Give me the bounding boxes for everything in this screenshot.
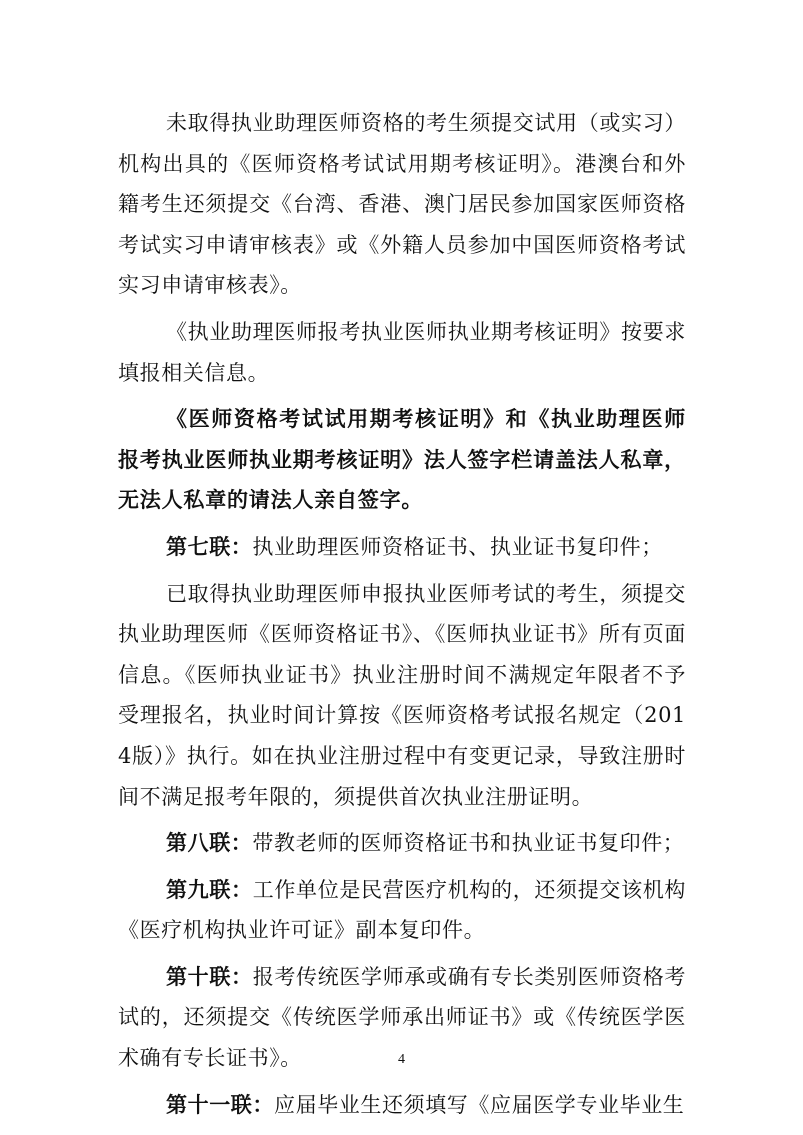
paragraph-text: 已取得执业助理医师申报执业医师考试的考生，须提交执业助理医师《医师资格证书》、《医师执业证书》所有页面信息。《医师执业证书》执业注册时间不满规定年限者不予受理报名，执业时间计算按《医师资格考试报名规定（2014版）》执行。如在执业注册过程中有变更记录，导致注册时间不满足报考年限的，须提供首次执业注册证明。 xyxy=(118,581,686,809)
copy-label-9: 第九联： xyxy=(166,876,253,902)
paragraph-text: 工作单位是民营医疗机构的，还须提交该机构《医疗机构执业许可证》副本复印件。 xyxy=(118,877,687,943)
copy-label-8: 第八联： xyxy=(166,830,253,856)
paragraph-signature-note xyxy=(118,399,686,521)
page-number: 4 xyxy=(398,1052,405,1067)
paragraph-trial-certificate xyxy=(118,103,686,306)
paragraph-assessment-info xyxy=(118,312,686,393)
paragraph-text: 《医师资格考试试用期考核证明》和《执业助理医师报考执业医师执业期考核证明》法人签字栏请盖法人私章，无法人私章的请法人亲自签字。 xyxy=(118,406,686,513)
copy-label-7: 第七联： xyxy=(166,533,253,559)
paragraph-text: 《执业助理医师报考执业医师执业期考核证明》按要求填报相关信息。 xyxy=(118,319,686,385)
paragraph-text: 执业助理医师资格证书、执业证书复印件； xyxy=(252,534,663,559)
paragraph-copy-7 xyxy=(118,527,686,568)
copy-label-11: 第十一联： xyxy=(166,1091,274,1117)
paragraph-text: 报考传统医学师承或确有专长类别医师资格考试的，还须提交《传统医学师承出师证书》或《传统医学医术确有专长证书》。 xyxy=(118,964,687,1071)
paragraph-assistant-physician xyxy=(118,574,686,818)
paragraph-text: 未取得执业助理医师资格的考生须提交试用（或实习）机构出具的《医师资格考试试用期考核证明》。港澳台和外籍考生还须提交《台湾、香港、澳门居民参加国家医师资格考试实习申请审核表》或《外籍人员参加中国医师资格考试实习申请审核表》。 xyxy=(118,111,686,298)
paragraph-copy-9 xyxy=(118,870,686,951)
paragraph-copy-8 xyxy=(118,823,686,864)
paragraph-text: 应届毕业生还须填写《应届医学专业毕业生 xyxy=(274,1092,685,1117)
copy-label-10: 第十联： xyxy=(166,963,253,989)
document-body xyxy=(118,103,686,1125)
paragraph-text: 带教老师的医师资格证书和执业证书复印件； xyxy=(252,831,685,856)
paragraph-copy-11 xyxy=(118,1085,686,1126)
